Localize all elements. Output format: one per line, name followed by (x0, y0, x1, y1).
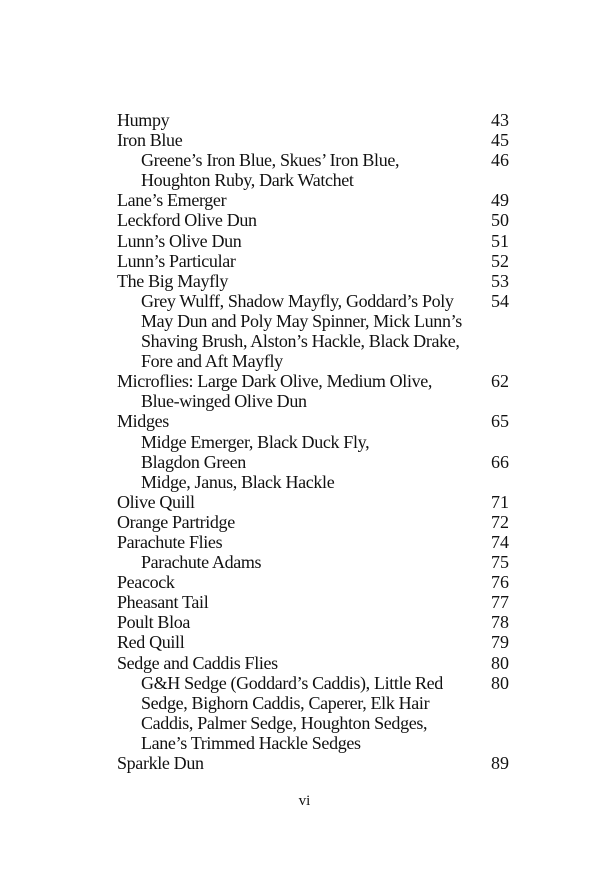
toc-entry (117, 271, 509, 291)
toc-entry-title: Sedge, Bighorn Caddis, Caperer, Elk Hair (141, 692, 430, 713)
toc-entry (117, 130, 509, 150)
toc-entry-page: 53 (491, 270, 509, 291)
toc-entry (117, 612, 509, 632)
toc-entry-page: 80 (491, 672, 509, 693)
toc-entry-title: Olive Quill (117, 491, 195, 512)
toc-entry-title: Midges (117, 411, 169, 432)
toc-entry (117, 432, 509, 452)
toc-entry-title: Midge, Janus, Black Hackle (141, 471, 335, 492)
toc-entry-title: Red Quill (117, 632, 185, 653)
toc-entry-title: Greene’s Iron Blue, Skues’ Iron Blue, (141, 150, 400, 171)
toc-entry (117, 411, 509, 431)
toc-entry-title: Sedge and Caddis Flies (117, 652, 278, 673)
toc-entry (117, 311, 509, 331)
toc-entry (117, 713, 509, 733)
toc-entry-page: 65 (491, 411, 509, 432)
toc-entry-page: 79 (491, 632, 509, 653)
toc-entry-title: Lunn’s Olive Dun (117, 230, 242, 251)
toc-entry-title: Shaving Brush, Alston’s Hackle, Black Drake, (141, 331, 460, 352)
toc-entry-page: 46 (491, 150, 509, 171)
toc-entry (117, 331, 509, 351)
toc-entry (117, 512, 509, 532)
toc-entry (117, 251, 509, 271)
toc-entry-page: 89 (491, 753, 509, 773)
toc-entry (117, 693, 509, 713)
page-number: vi (298, 793, 311, 809)
toc-entry-title: Midge Emerger, Black Duck Fly, (141, 431, 370, 452)
toc-entry-page: 54 (491, 290, 509, 311)
toc-entry-title: May Dun and Poly May Spinner, Mick Lunn’s (141, 310, 462, 331)
toc-entry-page: 77 (491, 592, 509, 613)
toc-entry-page: 66 (491, 451, 509, 472)
toc-entry-page: 62 (491, 371, 509, 392)
toc-entry-page: 71 (491, 491, 509, 512)
toc-entry-page: 75 (491, 552, 509, 573)
toc-entry-title: Blue-winged Olive Dun (141, 391, 307, 412)
toc-entry (117, 110, 509, 130)
toc-entry-page: 45 (491, 130, 509, 151)
toc-entry-title: Parachute Flies (117, 531, 223, 552)
toc-entry-title: Fore and Aft Mayfly (141, 351, 283, 372)
toc-entry-title: Caddis, Palmer Sedge, Houghton Sedges, (141, 712, 428, 733)
toc-entry-page: 49 (491, 190, 509, 211)
toc-entry-title: The Big Mayfly (117, 270, 229, 291)
toc-entry (117, 492, 509, 512)
toc-entry (117, 733, 509, 753)
toc-entry-page: 52 (491, 250, 509, 271)
toc-entry (117, 170, 509, 190)
toc-entry-page: 50 (491, 210, 509, 231)
toc-entry (117, 190, 509, 210)
toc-entry-title: Parachute Adams (141, 552, 262, 573)
toc-entry-title: Grey Wulff, Shadow Mayfly, Goddard’s Poly (141, 290, 454, 311)
toc-entry (117, 632, 509, 652)
toc-entry (117, 210, 509, 230)
toc-entry-page: 72 (491, 511, 509, 532)
toc-entry-title: Orange Partridge (117, 511, 235, 532)
toc-entry-title: Microflies: Large Dark Olive, Medium Olive, (117, 371, 433, 392)
toc-entry (117, 150, 509, 170)
toc-entry-page: 43 (491, 110, 509, 130)
toc-entry-page: 74 (491, 531, 509, 552)
toc-entry-title: Pheasant Tail (117, 592, 209, 613)
toc-entry (117, 472, 509, 492)
toc-entry (117, 572, 509, 592)
toc-entry (117, 371, 509, 391)
toc-entry-page: 51 (491, 230, 509, 251)
toc-entry-title: Lane’s Emerger (117, 190, 227, 211)
toc-entry-title: Lunn’s Particular (117, 250, 236, 271)
toc-entry (117, 552, 509, 572)
toc-entry (117, 592, 509, 612)
toc-entry-page: 76 (491, 572, 509, 593)
toc-entry-title: Iron Blue (117, 130, 183, 151)
toc-entry (117, 753, 509, 773)
toc-entry (117, 231, 509, 251)
toc-entry-title: Poult Bloa (117, 612, 191, 633)
toc-entry (117, 351, 509, 371)
toc-entry-page: 80 (491, 652, 509, 673)
toc-entry (117, 391, 509, 411)
toc-entry (117, 452, 509, 472)
toc-entry-page: 78 (491, 612, 509, 633)
toc-entry-title: Leckford Olive Dun (117, 210, 257, 231)
table-of-contents (117, 110, 509, 773)
toc-entry-title: G&H Sedge (Goddard’s Caddis), Little Red (141, 672, 443, 693)
toc-entry-title: Sparkle Dun (117, 753, 204, 773)
toc-entry-title: Humpy (117, 110, 170, 130)
toc-entry (117, 653, 509, 673)
toc-entry-title: Houghton Ruby, Dark Watchet (141, 170, 354, 191)
toc-entry (117, 291, 509, 311)
toc-entry-title: Blagdon Green (141, 451, 246, 472)
toc-entry (117, 532, 509, 552)
toc-entry (117, 673, 509, 693)
toc-entry-title: Lane’s Trimmed Hackle Sedges (141, 732, 361, 753)
toc-entry-title: Peacock (117, 572, 175, 593)
